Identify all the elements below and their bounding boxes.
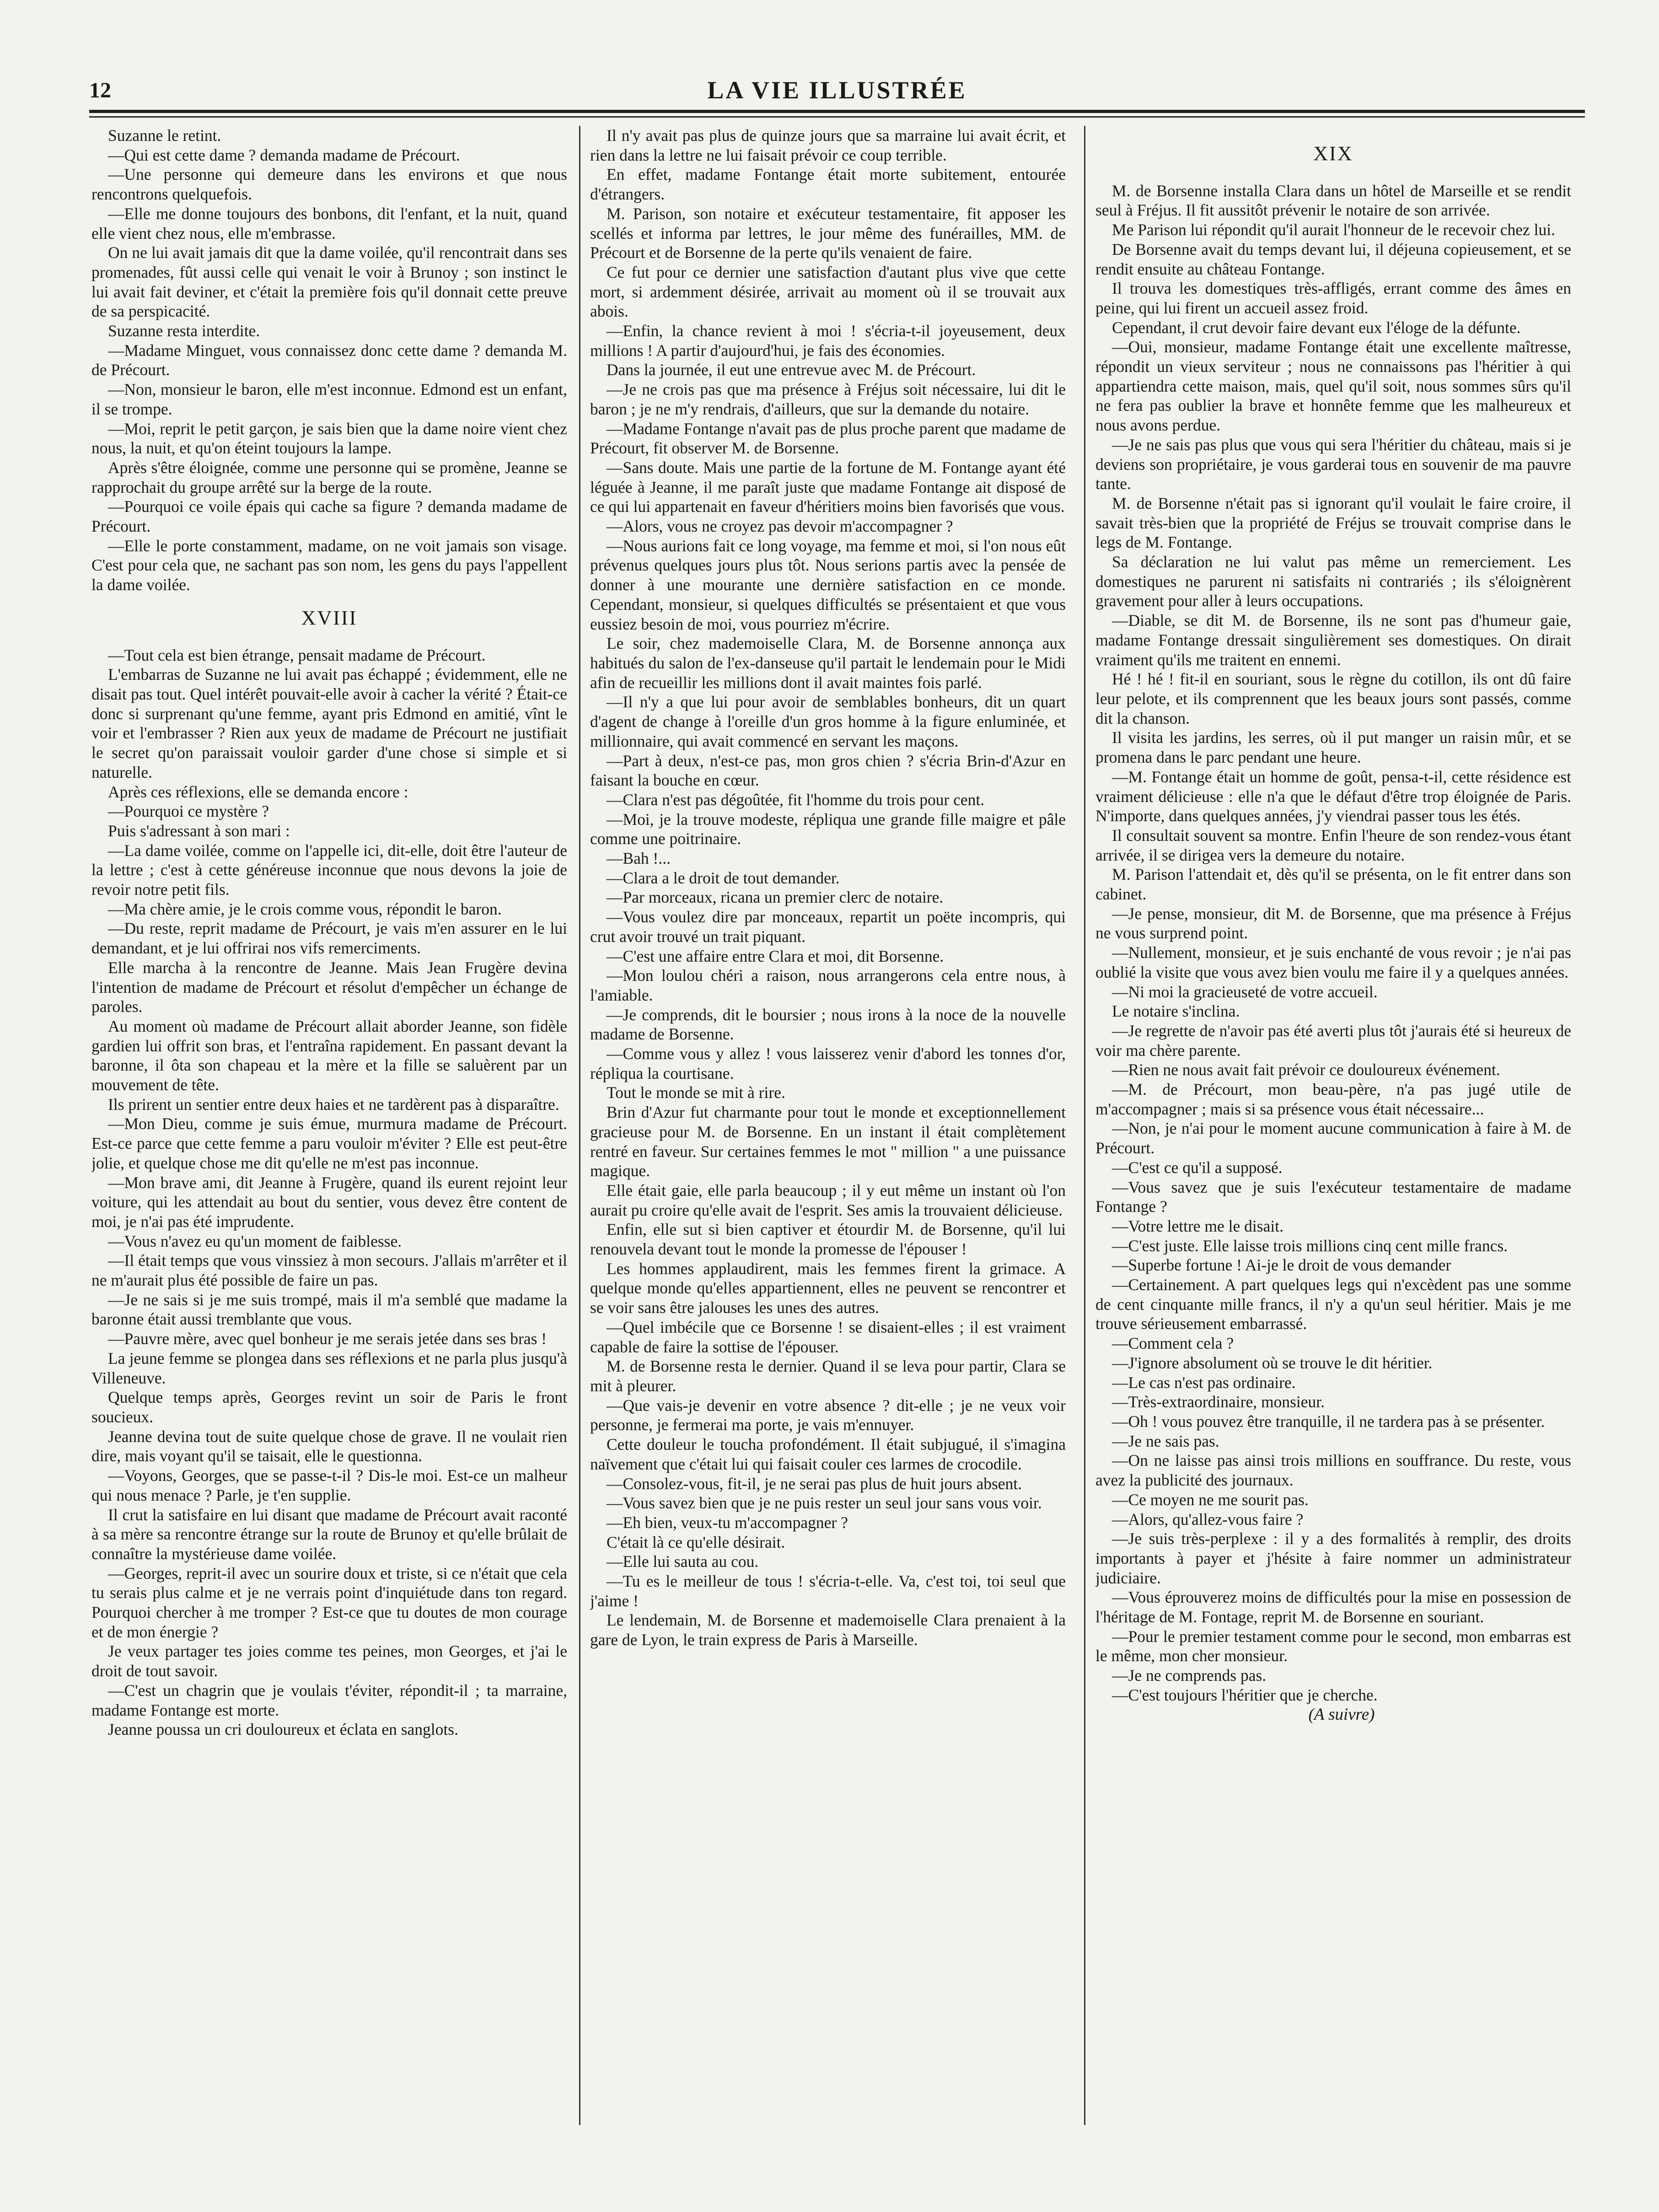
paragraph: —Certainement. A part quelques legs qui n'excèdent pas une somme de cent cinquante mille francs, il n'y a qu'un seul héritier. Mais je me trouve sérieusement embarrassé.	[1095, 1276, 1571, 1333]
paragraph: M. de Borsenne installa Clara dans un hôtel de Marseille et se rendit seul à Fréjus. Il fit aussitôt prévenir le notaire de son arrivée.	[1095, 181, 1571, 220]
paragraph: Brin d'Azur fut charmante pour tout le monde et exceptionnellement gracieuse pour M. de Borsenne. En un instant il était complètement rentré en faveur. Sur certaines femmes le mot " million " a une puissance magique.	[590, 1103, 1066, 1180]
page-number: 12	[89, 78, 111, 102]
paragraph: —M. Fontange était un homme de goût, pensa-t-il, cette résidence est vraiment délicieuse : elle n'a que le défaut d'être trop éloignée de Paris. N'importe, dans quelques années, j'y viendrai passer tous les étés.	[1095, 767, 1571, 825]
page-header	[89, 69, 1585, 110]
paragraph: De Borsenne avait du temps devant lui, il déjeuna copieusement, et se rendit ensuite au château Fontange.	[1095, 240, 1571, 278]
paragraph: Sa déclaration ne lui valut pas même un remerciement. Les domestiques ne parurent ni satisfaits ni contrariés ; ils s'éloignèrent gravement pour aller à leurs occupations.	[1095, 553, 1571, 610]
paragraph: Après s'être éloignée, comme une personne qui se promène, Jeanne se rapprochait du groupe arrêté sur la berge de la route.	[91, 458, 567, 496]
paragraph: —Ni moi la gracieuseté de votre accueil.	[1112, 982, 1378, 1001]
column-1-text-before	[91, 126, 567, 595]
paragraph: —Madame Fontange n'avait pas de plus proche parent que madame de Précourt, fit observer M. de Borsenne.	[590, 419, 1066, 457]
paragraph: —Superbe fortune ! Ai-je le droit de vous demander	[1112, 1256, 1451, 1275]
paragraph: —Georges, reprit-il avec un sourire doux et triste, si ce n'était que cela tu serais plus calme et je ne verrais point d'inquiétude dans ton regard. Pourquoi chercher à me tromper ? Est-ce que tu doutes de mon courage et de mon énergie ?	[91, 1564, 567, 1641]
paragraph: —Quel imbécile que ce Borsenne ! se disaient-elles ; il est vraiment capable de faire la sottise de l'épouser.	[590, 1318, 1066, 1356]
paragraph: Ce fut pour ce dernier une satisfaction d'autant plus vive que cette mort, si ardemment désirée, arrivait au moment où il se trouvait aux abois.	[590, 263, 1066, 321]
paragraph: Les hommes applaudirent, mais les femmes firent la grimace. A quelque monde qu'elles appartiennent, elles ne peuvent se rencontrer et se voir sans être jalouses les unes des autres.	[590, 1259, 1066, 1317]
paragraph: —Comme vous y allez ! vous laisserez venir d'abord les tonnes d'or, répliqua la courtisane.	[590, 1044, 1066, 1082]
paragraph: —Part à deux, n'est-ce pas, mon gros chien ? s'écria Brin-d'Azur en faisant la bouche en cœur.	[590, 751, 1066, 790]
paragraph: —Nullement, monsieur, et je suis enchanté de vous revoir ; je n'ai pas oublié la visite que vous avez bien voulu me faire il y a quelques années.	[1095, 943, 1571, 981]
paragraph: —Clara n'est pas dégoûtée, fit l'homme du trois pour cent.	[607, 790, 985, 809]
paragraph: —Que vais-je devenir en votre absence ? dit-elle ; je ne veux voir personne, je fermerai ma porte, je vais m'ennuyer.	[590, 1396, 1066, 1434]
paragraph: —Ma chère amie, je le crois comme vous, répondit le baron.	[108, 899, 502, 918]
header-rule-thin	[89, 116, 1585, 118]
paragraph: Au moment où madame de Précourt allait aborder Jeanne, son fidèle gardien lui offrit son bras, et l'entraîna rapidement. En passant devant la baronne, il ôta son chapeau et la mère et la fille se saluèrent par un mouvement de tête.	[91, 1017, 567, 1094]
paragraph: —Elle lui sauta au cou.	[607, 1552, 759, 1571]
column-3	[1095, 126, 1571, 2125]
paragraph: —Qui est cette dame ? demanda madame de Précourt.	[108, 145, 460, 164]
column-1-text-after	[91, 646, 567, 1739]
paragraph: —J'ignore absolument où se trouve le dit héritier.	[1112, 1353, 1433, 1372]
paragraph: Cependant, il crut devoir faire devant eux l'éloge de la défunte.	[1112, 318, 1521, 337]
paragraph: —Tout cela est bien étrange, pensait madame de Précourt.	[108, 646, 486, 664]
paragraph: —Je ne sais pas.	[1112, 1432, 1219, 1450]
paragraph: —Vous savez que je suis l'exécuteur testamentaire de madame Fontange ?	[1095, 1178, 1571, 1216]
paragraph: —Pourquoi ce mystère ?	[108, 802, 269, 821]
column-2	[590, 126, 1066, 2125]
paragraph: —Moi, reprit le petit garçon, je sais bien que la dame noire vient chez nous, la nuit, et qu'on éteint toujours la lampe.	[91, 419, 567, 457]
paragraph: —Je ne sais si je me suis trompé, mais il m'a semblé que madame la baronne était aussi tremblante que vous.	[91, 1290, 567, 1329]
column-1	[91, 126, 567, 2125]
paragraph: —C'est toujours l'héritier que je cherche.	[1112, 1685, 1378, 1704]
paragraph: Après ces réflexions, elle se demanda encore :	[108, 782, 408, 801]
paragraph: Il crut la satisfaire en lui disant que madame de Précourt avait raconté à sa mère sa rencontre étrange sur la route de Brunoy et qu'elle brûlait de connaître la mystérieuse dame voilée.	[91, 1505, 567, 1563]
paragraph: Tout le monde se mit à rire.	[607, 1083, 785, 1102]
paragraph: —Consolez-vous, fit-il, je ne serai pas plus de huit jours absent.	[607, 1474, 1022, 1493]
paragraph: —Nous aurions fait ce long voyage, ma femme et moi, si l'on nous eût prévenus quelques jours plus tôt. Nous serions partis avec la pensée de donner à une mourante une dernière satisfaction en ce monde. Cependant, monsieur, si quelques difficultés se présentaient et que vous eussiez besoin de moi, vous pourriez m'écrire.	[590, 536, 1066, 633]
paragraph: —Vous savez bien que je ne puis rester un seul jour sans vous voir.	[607, 1494, 1042, 1512]
paragraph: —Je regrette de n'avoir pas été averti plus tôt j'aurais été si heureux de voir ma chère parente.	[1095, 1021, 1571, 1060]
column-2-text	[590, 126, 1066, 1650]
paragraph: On ne lui avait jamais dit que la dame voilée, qu'il rencontrait dans ses promenades, fût aussi celle qui venait le voir à Brunoy ; son instinct le lui avait fait deviner, et c'était la première fois qu'il donnait cette preuve de sa perspicacité.	[91, 243, 567, 321]
paragraph: Me Parison lui répondit qu'il aurait l'honneur de le recevoir chez lui.	[1112, 221, 1556, 239]
paragraph: —Pour le premier testament comme pour le second, mon embarras est le même, mon cher monsieur.	[1095, 1627, 1571, 1665]
paragraph: En effet, madame Fontange était morte subitement, entourée d'étrangers.	[590, 165, 1066, 204]
paragraph: —Alors, qu'allez-vous faire ?	[1112, 1510, 1304, 1528]
paragraph: La jeune femme se plongea dans ses réflexions et ne parla plus jusqu'à Villeneuve.	[91, 1349, 567, 1387]
paragraph: —Clara a le droit de tout demander.	[607, 868, 840, 887]
paragraph: —Mon loulou chéri a raison, nous arrangerons cela entre nous, à l'amiable.	[590, 966, 1066, 1004]
paragraph: —On ne laisse pas ainsi trois millions en souffrance. Du reste, vous avez la publicité des journaux.	[1095, 1451, 1571, 1490]
paragraph: Puis s'adressant à son mari :	[108, 821, 290, 840]
paragraph: Il n'y avait pas plus de quinze jours que sa marraine lui avait écrit, et rien dans la lettre ne lui faisait prévoir ce coup terrible.	[590, 126, 1066, 164]
column-divider	[1084, 126, 1085, 2125]
paragraph: Le lendemain, M. de Borsenne et mademoiselle Clara prenaient à la gare de Lyon, le train express de Paris à Marseille.	[590, 1611, 1066, 1649]
paragraph: —Mon Dieu, comme je suis émue, murmura madame de Précourt. Est-ce parce que cette femme a paru vouloir m'éviter ? Elle est peut-être jolie, et quelque chose me dit qu'elle ne m'est pas inconnue.	[91, 1114, 567, 1172]
paragraph: —Pauvre mère, avec quel bonheur je me serais jetée dans ses bras !	[108, 1329, 547, 1348]
paragraph: —Je suis très-perplexe : il y a des formalités à remplir, des droits importants à payer et j'hésite à faire nommer un administrateur judiciaire.	[1095, 1529, 1571, 1587]
paragraph: —C'est ce qu'il a supposé.	[1112, 1158, 1283, 1177]
chapter-heading: XIX	[1313, 142, 1353, 165]
paragraph: —Alors, vous ne croyez pas devoir m'accompagner ?	[607, 517, 953, 536]
paragraph: —M. de Précourt, mon beau-père, n'a pas jugé utile de m'accompagner ; mais si sa présence vous était nécessaire...	[1095, 1080, 1571, 1118]
paragraph: M. Parison l'attendait et, dès qu'il se présenta, on le fit entrer dans son cabinet.	[1095, 865, 1571, 904]
chapter-heading: XVIII	[301, 606, 358, 629]
journal-title: LA VIE ILLUSTRÉE	[707, 76, 967, 104]
paragraph: —Ce moyen ne me sourit pas.	[1112, 1490, 1309, 1509]
paragraph: —Elle me donne toujours des bonbons, dit l'enfant, et la nuit, quand elle vient chez nous, elle m'embrasse.	[91, 204, 567, 242]
paragraph: —Une personne qui demeure dans les environs et que nous rencontrons quelquefois.	[91, 165, 567, 204]
continuation-note: (A suivre)	[1308, 1705, 1375, 1724]
paragraph: Jeanne poussa un cri douloureux et éclata en sanglots.	[108, 1720, 458, 1739]
paragraph: —Tu es le meilleur de tous ! s'écria-t-elle. Va, c'est toi, toi seul que j'aime !	[590, 1572, 1066, 1610]
paragraph: —Je ne crois pas que ma présence à Fréjus soit nécessaire, lui dit le baron ; je ne m'y rendrais, d'ailleurs, que sur la demande du notaire.	[590, 380, 1066, 418]
paragraph: —Rien ne nous avait fait prévoir ce douloureux événement.	[1112, 1060, 1500, 1079]
paragraph: M. de Borsenne n'était pas si ignorant qu'il voulait le faire croire, il savait très-bien que la propriété de Fréjus se trouvait comprise dans le legs de M. Fontange.	[1095, 494, 1571, 552]
paragraph: —Vous éprouverez moins de difficultés pour la mise en possession de l'héritage de M. Fontage, reprit M. de Borsenne en souriant.	[1095, 1588, 1571, 1626]
paragraph: —C'est un chagrin que je voulais t'éviter, répondit-il ; ta marraine, madame Fontange est morte.	[91, 1681, 567, 1719]
paragraph: —Oui, monsieur, madame Fontange était une excellente maîtresse, répondit un vieux serviteur ; nous ne connaissons pas l'héritier à qui appartiendra cette maison, mais, quel qu'il soit, nous sommes sûrs qu'il ne fera pas oublier la brave et honnête femme que les malheureux et nous avons perdue.	[1095, 338, 1571, 435]
paragraph: —Vous n'avez eu qu'un moment de faiblesse.	[108, 1232, 402, 1250]
paragraph: M. Parison, son notaire et exécuteur testamentaire, fit apposer les scellés et informa par lettres, le jour même des funérailles, MM. de Précourt et de Borsenne de la perte qu'ils venaient de faire.	[590, 204, 1066, 262]
paragraph: —Voyons, Georges, que se passe-t-il ? Dis-le moi. Est-ce un malheur qui nous menace ? Parle, je t'en supplie.	[91, 1466, 567, 1504]
paragraph: Le notaire s'inclina.	[1112, 1002, 1240, 1021]
paragraph: Il consultait souvent sa montre. Enfin l'heure de son rendez-vous étant arrivée, il se dirigea vers la demeure du notaire.	[1095, 826, 1571, 864]
paragraph: —Il n'y a que lui pour avoir de semblables bonheurs, dit un quart d'agent de change à l'oreille d'un gros homme à la figure enluminée, et millionnaire, qui avait commencé en servant les maçons.	[590, 693, 1066, 750]
paragraph: Elle marcha à la rencontre de Jeanne. Mais Jean Frugère devina l'intention de madame de Précourt et résolut d'empêcher un échange de paroles.	[91, 958, 567, 1016]
paragraph: Le soir, chez mademoiselle Clara, M. de Borsenne annonça aux habitués du salon de l'ex-danseuse qu'il partait le lendemain pour le Midi afin de recueillir les millions dont il avait maintes fois parlé.	[590, 634, 1066, 692]
paragraph: —Bah !...	[607, 849, 671, 868]
paragraph: —Mon brave ami, dit Jeanne à Frugère, quand ils eurent rejoint leur voiture, qui les attendait au bout du sentier, vous devez être content de moi, je n'ai pas été imprudente.	[91, 1173, 567, 1231]
paragraph: Elle était gaie, elle parla beaucoup ; il y eut même un instant où l'on aurait pu croire qu'elle avait de l'esprit. Ses amis la trouvaient délicieuse.	[590, 1181, 1066, 1219]
paragraph: —Je comprends, dit le boursier ; nous irons à la noce de la nouvelle madame de Borsenne.	[590, 1005, 1066, 1044]
header-rule	[89, 110, 1585, 113]
paragraph: Suzanne le retint.	[108, 126, 221, 145]
paragraph: Il visita les jardins, les serres, où il put manger un raisin mûr, et se promena dans le parc pendant une heure.	[1095, 728, 1571, 767]
paragraph: Jeanne devina tout de suite quelque chose de grave. Il ne voulait rien dire, mais voyant qu'il se taisait, elle le questionna.	[91, 1427, 567, 1465]
paragraph: —Diable, se dit M. de Borsenne, ils ne sont pas d'humeur gaie, madame Fontange dressait singulièrement ses domestiques. On dirait vraiment qu'ils me traitent en ennemi.	[1095, 611, 1571, 669]
paragraph: —Madame Minguet, vous connaissez donc cette dame ? demanda M. de Précourt.	[91, 341, 567, 379]
paragraph: M. de Borsenne resta le dernier. Quand il se leva pour partir, Clara se mit à pleurer.	[590, 1357, 1066, 1395]
paragraph: —Elle le porte constamment, madame, on ne voit jamais son visage. C'est pour cela que, ne sachant pas son nom, les gens du pays l'appellent la dame voilée.	[91, 536, 567, 594]
paragraph: Dans la journée, il eut une entrevue avec M. de Précourt.	[607, 361, 976, 379]
paragraph: —Je ne comprends pas.	[1112, 1666, 1267, 1685]
paragraph: —Vous voulez dire par monceaux, repartit un poëte incompris, qui crut avoir trouvé un trait piquant.	[590, 908, 1066, 946]
paragraph: —Du reste, reprit madame de Précourt, je vais m'en assurer en le lui demandant, et je lui offrirai nos vifs remerciments.	[91, 919, 567, 958]
paragraph: —Il était temps que vous vinssiez à mon secours. J'allais m'arrêter et il ne m'aurait plus été possible de faire un pas.	[91, 1251, 567, 1290]
paragraph: —Moi, je la trouve modeste, répliqua une grande fille maigre et pâle comme une poitrinaire.	[590, 810, 1066, 848]
paragraph: —Oh ! vous pouvez être tranquille, il ne tardera pas à se présenter.	[1112, 1412, 1545, 1431]
paragraph: C'était là ce qu'elle désirait.	[607, 1533, 785, 1551]
paragraph: L'embarras de Suzanne ne lui avait pas échappé ; évidemment, elle ne disait pas tout. Quel intérêt pouvait-elle avoir à cacher la vérité ? Était-ce donc si surprenant qu'une femme, ayant pris Edmond en amitié, vînt le voir et l'embrasser ? Rien aux yeux de madame de Précourt ne justifiait le secret qu'on paraissait vouloir garder d'une chose si simple et si naturelle.	[91, 665, 567, 781]
paragraph: —Non, je n'ai pour le moment aucune communication à faire à M. de Précourt.	[1095, 1119, 1571, 1157]
paragraph: —Eh bien, veux-tu m'accompagner ?	[607, 1513, 848, 1532]
paragraph: —Non, monsieur le baron, elle m'est inconnue. Edmond est un enfant, il se trompe.	[91, 380, 567, 418]
paragraph: —La dame voilée, comme on l'appelle ici, dit-elle, doit être l'auteur de la lettre ; c'est à cette généreuse inconnue que nous devons la joie de revoir notre petit fils.	[91, 841, 567, 899]
paragraph: —Pourquoi ce voile épais qui cache sa figure ? demanda madame de Précourt.	[91, 497, 567, 536]
paragraph: —Très-extraordinaire, monsieur.	[1112, 1393, 1325, 1411]
paragraph: Suzanne resta interdite.	[108, 322, 260, 340]
column-divider	[579, 126, 580, 2125]
paragraph: —Je ne sais pas plus que vous qui sera l'héritier du château, mais si je deviens son propriétaire, je vous garderai tous en souvenir de ma pauvre tante.	[1095, 435, 1571, 493]
paragraph: Je veux partager tes joies comme tes peines, mon Georges, et j'ai le droit de tout savoir.	[91, 1642, 567, 1680]
paragraph: —Le cas n'est pas ordinaire.	[1112, 1373, 1296, 1392]
paragraph: Cette douleur le toucha profondément. Il était subjugué, il s'imagina naïvement que c'était lui qui faisait couler ces larmes de crocodile.	[590, 1435, 1066, 1473]
paragraph: —Comment cela ?	[1112, 1334, 1234, 1353]
paragraph: —Sans doute. Mais une partie de la fortune de M. Fontange ayant été léguée à Jeanne, il me paraît juste que madame Fontange ait disposé de ce qui lui appartenait en faveur d'héritiers moins bien favorisés que vous.	[590, 458, 1066, 516]
paragraph: Ils prirent un sentier entre deux haies et ne tardèrent pas à disparaître.	[108, 1095, 559, 1114]
paragraph: Enfin, elle sut si bien captiver et étourdir M. de Borsenne, qu'il lui renouvela devant tout le monde la promesse de l'épouser !	[590, 1220, 1066, 1259]
paragraph: —Enfin, la chance revient à moi ! s'écria-t-il joyeusement, deux millions ! A partir d'aujourd'hui, je fais des économies.	[590, 322, 1066, 360]
paragraph: —Je pense, monsieur, dit M. de Borsenne, que ma présence à Fréjus ne vous surprend point.	[1095, 904, 1571, 942]
paragraph: —Par morceaux, ricana un premier clerc de notaire.	[607, 888, 944, 907]
paragraph: —C'est juste. Elle laisse trois millions cinq cent mille francs.	[1112, 1236, 1508, 1255]
column-3-text	[1095, 181, 1571, 1705]
paragraph: Il trouva les domestiques très-affligés, errant comme des âmes en peine, qui lui firent un accueil assez froid.	[1095, 279, 1571, 317]
paragraph: Quelque temps après, Georges revint un soir de Paris le front soucieux.	[91, 1388, 567, 1426]
paragraph: —Votre lettre me le disait.	[1112, 1216, 1283, 1235]
paragraph: Hé ! hé ! fit-il en souriant, sous le règne du cotillon, ils ont dû faire leur pelote, et ils comprennent que les beaux jours sont passés, comme dit la chanson.	[1095, 670, 1571, 727]
paragraph: —C'est une affaire entre Clara et moi, dit Borsenne.	[607, 947, 944, 965]
